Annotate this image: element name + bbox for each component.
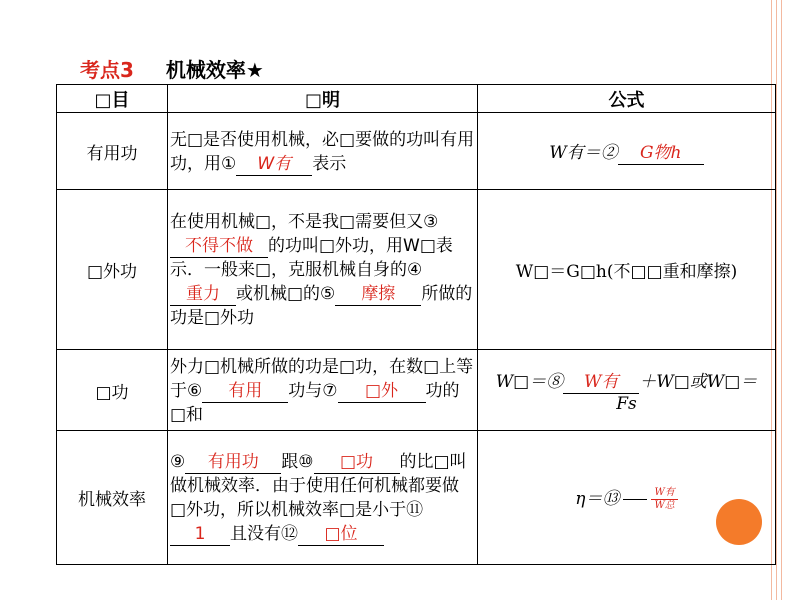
description-text: 的比□叫做机械效率．由于使用任何机械都要做□外功，所以机械效率□是小于⑪ (170, 452, 467, 520)
formula-cell (478, 350, 776, 431)
formula-text: η＝⑬ (575, 488, 620, 509)
section-title: 机械效率★ (165, 58, 264, 82)
answer-blank: 重力 (170, 284, 236, 306)
description-text: 或机械□的⑤ (236, 284, 336, 304)
decorative-line-3 (781, 0, 782, 600)
answer-blank: □位 (298, 524, 384, 546)
decorative-line-2 (776, 0, 777, 600)
description-cell (168, 431, 478, 565)
table-row (57, 350, 776, 431)
answer-blank: G物h (618, 143, 704, 165)
description-text: ⑨ (170, 452, 186, 472)
formula-cell (478, 431, 776, 565)
efficiency-table (56, 84, 776, 565)
answer-blank: 有用功 (185, 452, 281, 474)
answer-blank: 1 (170, 524, 230, 546)
term-cell: 有用功 (57, 113, 168, 190)
term-cell: 机械效率 (57, 431, 168, 565)
fraction-denominator: W总 (654, 499, 675, 511)
table-row (57, 431, 776, 565)
table-row (57, 190, 776, 350)
efficiency-fraction (651, 487, 677, 512)
fraction-numerator: W有 (651, 487, 677, 500)
description-cell (168, 190, 478, 350)
answer-blank: 有用 (202, 381, 288, 403)
section-heading (80, 54, 264, 83)
term-cell: □外功 (57, 190, 168, 350)
answer-blank: W有 (563, 372, 639, 394)
formula-text: ＋W□或W□＝ (639, 371, 758, 392)
header-description: □明 (168, 85, 478, 113)
description-cell (168, 113, 478, 190)
table-header-row (57, 85, 776, 113)
formula-text: W□＝⑧ (495, 371, 564, 392)
description-text: 功与⑦ (288, 380, 338, 401)
term-cell: □功 (57, 350, 168, 431)
description-text: 功的□和 (170, 380, 460, 425)
answer-blank: 不得不做 (170, 236, 268, 258)
formula-cell (478, 190, 776, 350)
formula-text: W□＝G□h(不□□重和摩擦) (515, 262, 738, 282)
formula-line-2: Fs (616, 393, 637, 414)
description-text: 无□是否使用机械，必□要做的功叫有用功，用① (170, 129, 475, 174)
description-text: 跟⑩ (281, 452, 314, 472)
table-row (57, 113, 776, 190)
header-item: □目 (57, 85, 168, 113)
answer-blank: 摩擦 (335, 284, 421, 306)
answer-blank: W有 (236, 154, 312, 176)
blank-line (623, 499, 647, 500)
description-text: 的功叫□外功，用W□表示．一般来□，克服机械自身的④ (170, 236, 453, 280)
answer-blank: □外 (338, 381, 426, 403)
answer-blank: □功 (314, 452, 400, 474)
description-cell (168, 350, 478, 431)
description-text: 所做的功是□外功 (170, 284, 473, 328)
description-text: 外力□机械所做的功是□功，在数□上等于⑥ (170, 356, 474, 401)
description-text: 表示 (312, 153, 347, 174)
description-text: 在使用机械□，不是我□需要但又③ (170, 212, 439, 232)
description-text: 且没有⑫ (230, 524, 298, 544)
formula-cell (478, 113, 776, 190)
formula-text: W有＝② (549, 142, 618, 163)
section-tag: 考点3 (80, 58, 134, 82)
header-formula: 公式 (478, 85, 776, 113)
